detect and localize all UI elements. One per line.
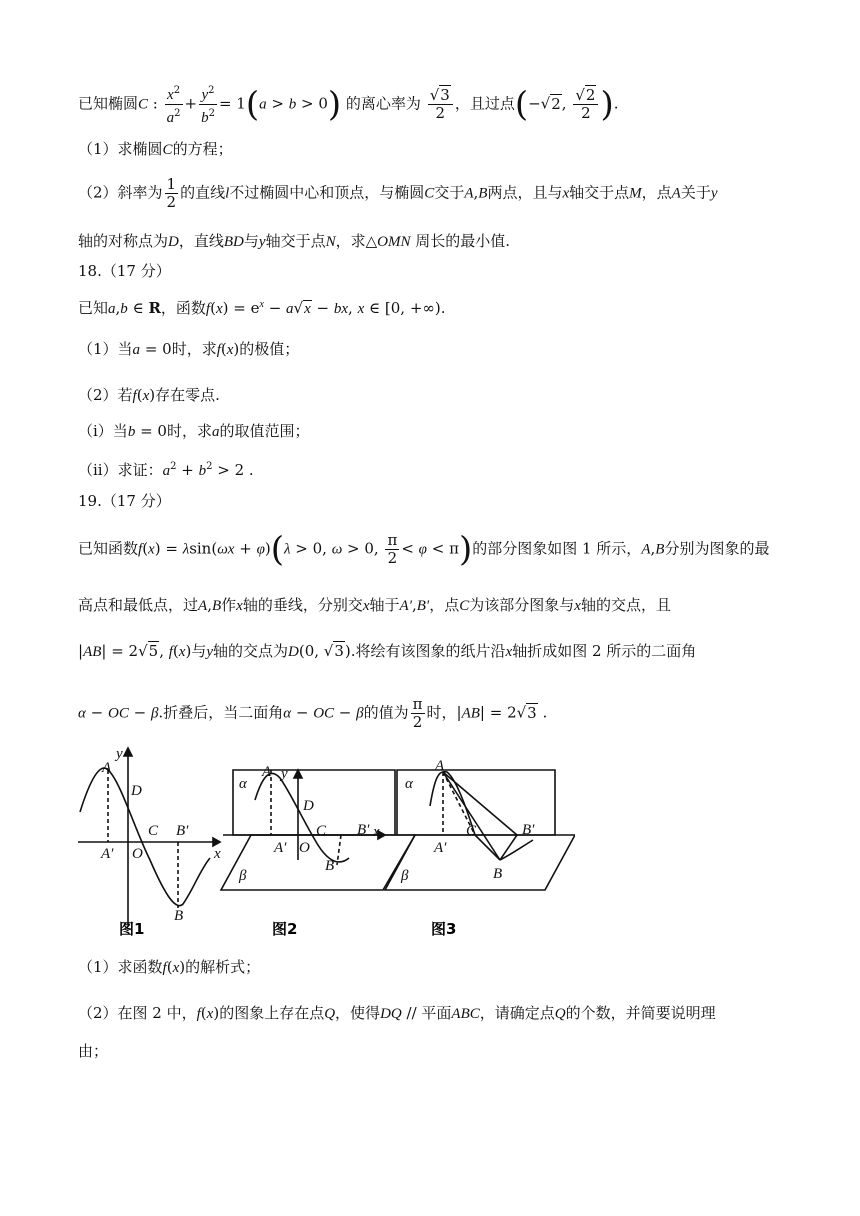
p18-qi: （i）当b = 0时，求a的取值范围； (78, 422, 310, 440)
svg-text:B′: B′ (176, 823, 189, 839)
figure-3-labels (400, 758, 535, 884)
svg-text:x: x (214, 846, 221, 862)
p19-line4: α − OC − β.折叠后，当二面角α − OC − β的值为 $\frac{\pi}{2}$ 时，|AB| = 2√3 . (78, 695, 548, 731)
figure-3-label: 图3 (431, 920, 457, 938)
p17-q1: （1）求椭圆C的方程； (78, 140, 233, 158)
svg-text:A′: A′ (274, 840, 287, 856)
svg-text:D: D (131, 783, 142, 799)
p19-line3: |AB| = 2√5, f(x)与y轴的交点为D(0, √3).将绘有该图象的纸片沿x轴折成如图 2 所示的二面角 (78, 642, 697, 660)
figure-1-labels (100, 746, 221, 924)
figure-1-label: 图1 (119, 920, 145, 938)
svg-text:A: A (262, 764, 272, 780)
svg-text:B′: B′ (357, 822, 370, 838)
p19-intro: 已知函数f(x) = λsin(ωx + φ)(λ > 0, ω > 0, $\frac{\pi}{2}$ < φ < π)的部分图象如图 1 所示，A,B分别为图象的最 (78, 529, 770, 570)
svg-text:B: B (174, 908, 184, 924)
p18-intro: 已知a,b ∈ R，函数$f(x) = e^x - a√x$ − bx, x ∈ [0, +∞). (78, 299, 446, 317)
svg-text:β: β (239, 868, 247, 884)
p18-q1: （1）当a = 0时，求f(x)的极值； (78, 340, 300, 358)
svg-text:C: C (466, 823, 477, 839)
svg-text:B: B (325, 858, 335, 874)
p18-qii: （ii）求证：$a^2 + b^2 > 2$ . (78, 461, 254, 479)
svg-text:D: D (303, 798, 314, 814)
figure-2-label: 图2 (272, 920, 298, 938)
p19-header: 19.（17 分） (78, 492, 171, 510)
svg-text:A: A (102, 760, 112, 776)
svg-text:A′: A′ (434, 840, 447, 856)
p18-q2: （2）若f(x)存在零点. (78, 386, 220, 404)
svg-text:B: B (493, 866, 503, 882)
p17-q2-line1: （2）斜率为 $\frac{1}{2}$ 的直线l不过椭圆中心和顶点，与椭圆C交于A,B两点，且与x轴交于点M，点A关于y (78, 175, 718, 211)
svg-text:α: α (239, 776, 247, 792)
svg-text:O: O (299, 840, 310, 856)
svg-text:A: A (435, 758, 445, 774)
svg-text:C: C (316, 823, 327, 839)
p19-q1: （1）求函数f(x)的解析式； (78, 958, 261, 976)
svg-text:y: y (116, 746, 123, 762)
svg-text:O: O (132, 846, 143, 862)
p17-intro: 已知椭圆C : $\frac{x^2}{a^2}$ + $\frac{y^2}{b^2}$ = 1(a > b > 0) 的离心率为 $\frac{√3}{2}$ ，且过点(−√2, $\frac{√2}{2}$ ). (78, 82, 800, 127)
svg-text:x: x (373, 824, 380, 840)
figures-group (75, 740, 575, 940)
p18-header: 18.（17 分） (78, 262, 171, 280)
svg-text:A′: A′ (101, 846, 114, 862)
p19-q2-line2: 由； (78, 1042, 109, 1060)
svg-text:β: β (401, 868, 409, 884)
figure-3 (385, 770, 575, 890)
svg-text:B′: B′ (522, 822, 535, 838)
figure-2-labels (238, 764, 380, 884)
p17-q2-line2: 轴的对称点为D，直线BD与y轴交于点N，求△OMN 周长的最小值. (78, 232, 511, 250)
p19-q2-line1: （2）在图 2 中，f(x)的图象上存在点Q，使得DQ // 平面ABC，请确定点Q的个数，并简要说明理 (78, 1004, 716, 1022)
svg-text:C: C (148, 823, 159, 839)
p19-line2: 高点和最低点，过A,B作x轴的垂线，分别交x轴于A′,B′，点C为该部分图象与x轴的交点，且 (78, 596, 671, 614)
svg-text:y: y (281, 766, 288, 782)
svg-text:α: α (405, 776, 413, 792)
